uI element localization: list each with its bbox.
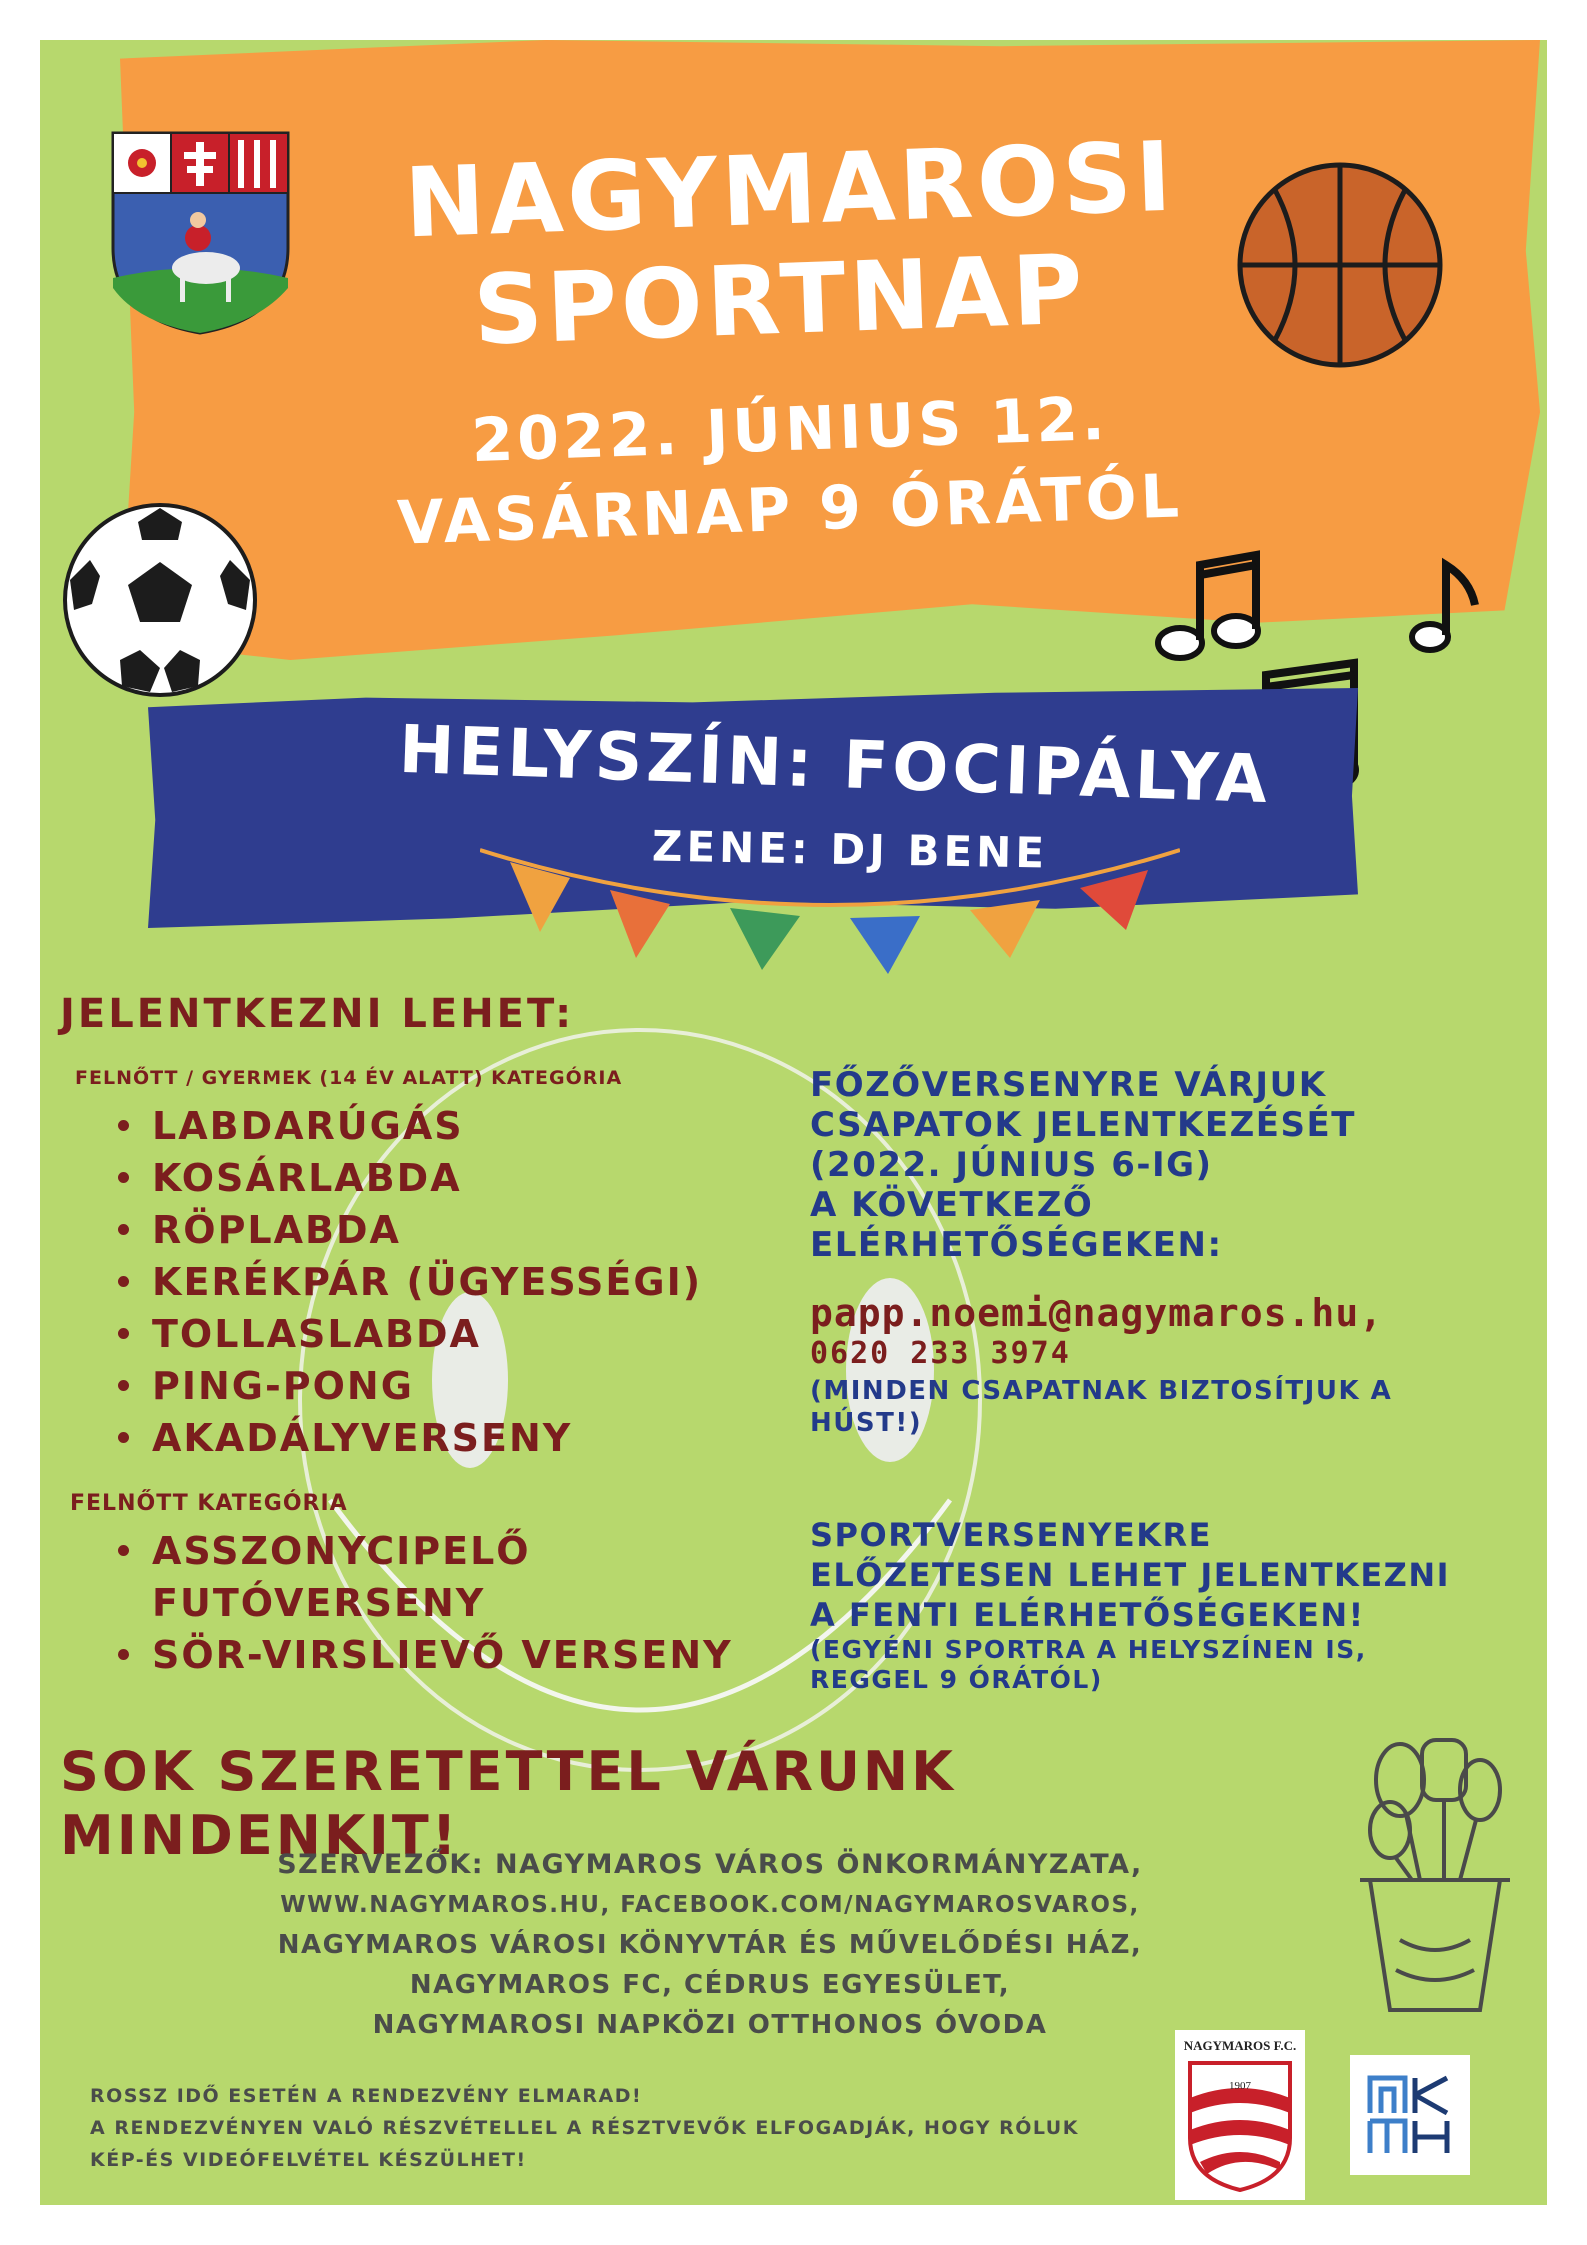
contact-email[interactable]: papp.noemi@nagymaros.hu, <box>810 1291 1384 1335</box>
sports-reg-line1: SPORTVERSENYEKRE <box>810 1516 1213 1554</box>
basketball-icon <box>1235 160 1445 370</box>
list-item: KERÉKPÁR (ÜGYESSÉGI) <box>110 1256 810 1308</box>
contact-phone: 0620 233 3974 <box>810 1336 1071 1371</box>
cooking-line3: (2022. JÚNIUS 6-IG) <box>810 1145 1213 1185</box>
individual-sports-note: (EGYÉNI SPORTRA A HELYSZÍNEN IS, REGGEL 9 ÓRÁTÓL) <box>810 1635 1367 1694</box>
event-title-line2: SPORTNAP <box>471 233 1089 367</box>
coat-of-arms-icon <box>108 128 293 338</box>
organizers-line2[interactable]: WWW.NAGYMAROS.HU, FACEBOOK.COM/NAGYMAROSVAROS, <box>280 1892 1140 1918</box>
nkm-logo <box>1350 2055 1470 2175</box>
music-label: ZENE: DJ BENE <box>651 821 1049 878</box>
registration-heading: JELENTKEZNI LEHET: <box>60 991 575 1037</box>
event-date: 2022. JÚNIUS 12. <box>470 383 1110 477</box>
organizers <box>140 1845 1280 2045</box>
list-item: RÖPLABDA <box>110 1204 810 1256</box>
poster <box>40 40 1547 2205</box>
list-item: SÖR-VIRSLIEVŐ VERSENY <box>110 1629 790 1681</box>
nkm-logo-mark-icon <box>1365 2073 1455 2157</box>
list-item: ASSZONYCIPELŐ FUTÓVERSENY <box>110 1525 582 1629</box>
welcome-message: SOK SZERETETTEL VÁRUNK MINDENKIT! <box>60 1740 956 1867</box>
cooking-contest-info <box>810 1065 1530 1265</box>
organizers-line1: SZERVEZŐK: NAGYMAROS VÁROS ÖNKORMÁNYZATA, <box>277 1849 1143 1880</box>
fc-logo-year: 1907 <box>1229 2080 1251 2092</box>
meat-note: (MINDEN CSAPATNAK BIZTOSÍTJUK A HÚST!) <box>810 1376 1393 1438</box>
sports-reg-line3: A FENTI ELÉRHETŐSÉGEKEN! <box>810 1596 1365 1634</box>
fc-logo-name: NAGYMAROS F.C. <box>1183 2038 1297 2053</box>
cooking-line1: FŐZŐVERSENYRE VÁRJUK <box>810 1065 1327 1105</box>
disclaimer-line3: KÉP-ÉS VIDEÓFELVÉTEL KÉSZÜLHET! <box>90 2149 527 2171</box>
category-adult: FELNŐTT KATEGÓRIA <box>70 1491 348 1516</box>
list-item: KOSÁRLABDA <box>110 1152 810 1204</box>
cooking-line4: A KÖVETKEZŐ <box>810 1185 1094 1225</box>
sports-list-adult-child <box>110 1100 810 1464</box>
event-time: VASÁRNAP 9 ÓRÁTÓL <box>396 461 1184 559</box>
disclaimer <box>90 2080 1190 2176</box>
cooking-line2: CSAPATOK JELENTKEZÉSÉT <box>810 1105 1356 1145</box>
kitchen-utensils-icon <box>1330 1720 1530 2020</box>
list-item: TOLLASLABDA <box>110 1308 810 1360</box>
venue-label: HELYSZÍN: FOCIPÁLYA <box>397 710 1273 819</box>
organizers-line4: NAGYMAROS FC, CÉDRUS EGYESÜLET, <box>409 1970 1011 2000</box>
list-item: AKADÁLYVERSENY <box>110 1412 810 1464</box>
nagymaros-fc-logo <box>1175 2030 1305 2200</box>
soccer-ball-icon <box>60 500 260 700</box>
disclaimer-line2: A RENDEZVÉNYEN VALÓ RÉSZVÉTELLEL A RÉSZTVEVŐK ELFOGADJÁK, HOGY RÓLUK <box>90 2117 1079 2139</box>
sports-list-adult <box>110 1525 790 1681</box>
event-title-line1: NAGYMAROSI <box>402 120 1178 260</box>
disclaimer-line1: ROSSZ IDŐ ESETÉN A RENDEZVÉNY ELMARAD! <box>90 2085 643 2107</box>
cooking-line5: ELÉRHETŐSÉGEKEN: <box>810 1225 1223 1265</box>
sports-reg-line2: ELŐZETESEN LEHET JELENTKEZNI <box>810 1556 1451 1594</box>
organizers-line3: NAGYMAROS VÁROSI KÖNYVTÁR ÉS MŰVELŐDÉSI HÁZ, <box>277 1930 1143 1960</box>
list-item: PING-PONG <box>110 1360 810 1412</box>
organizers-line5: NAGYMAROSI NAPKÖZI OTTHONOS ÓVODA <box>372 2010 1048 2040</box>
category-adult-child: FELNŐTT / GYERMEK (14 ÉV ALATT) KATEGÓRIA <box>75 1067 623 1089</box>
fc-shield-icon <box>1185 2058 1295 2193</box>
sports-registration-info <box>810 1515 1530 1635</box>
list-item: LABDARÚGÁS <box>110 1100 810 1152</box>
